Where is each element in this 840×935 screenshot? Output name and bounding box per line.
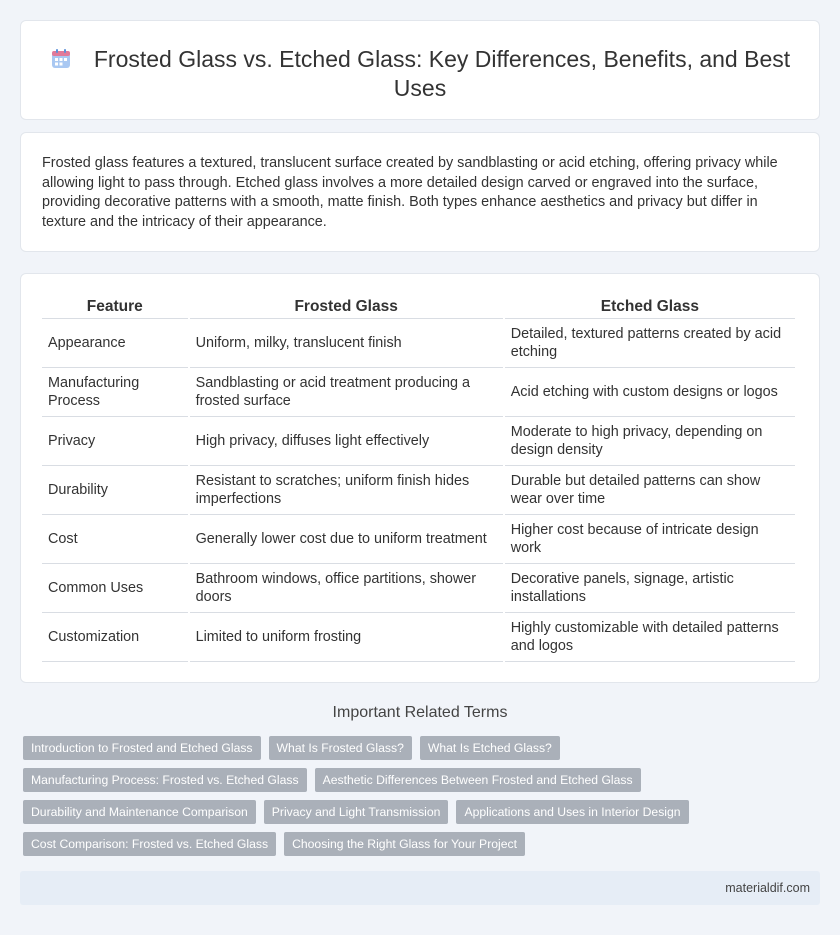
related-term-tag[interactable]: Privacy and Light Transmission — [264, 800, 449, 824]
feature-cell: Appearance — [42, 319, 188, 368]
related-terms-tags — [23, 736, 823, 864]
frosted-cell: High privacy, diffuses light effectively — [190, 417, 503, 466]
tag-row — [23, 800, 823, 824]
header-card — [20, 20, 820, 120]
table-row — [42, 417, 795, 466]
related-term-tag[interactable]: What Is Frosted Glass? — [269, 736, 412, 760]
footer-site-link[interactable]: materialdif.com — [725, 881, 810, 895]
table-row — [42, 466, 795, 515]
page-title-wrap — [21, 45, 819, 103]
related-term-tag[interactable]: Cost Comparison: Frosted vs. Etched Glass — [23, 832, 276, 856]
related-term-tag[interactable]: Choosing the Right Glass for Your Project — [284, 832, 525, 856]
header-etched-glass: Etched Glass — [505, 295, 795, 319]
feature-cell: Durability — [42, 466, 188, 515]
table-row — [42, 368, 795, 417]
frosted-cell: Generally lower cost due to uniform treatment — [190, 515, 503, 564]
table-row — [42, 564, 795, 613]
feature-cell: Manufacturing Process — [42, 368, 188, 417]
tag-row — [23, 832, 823, 856]
page-title: Frosted Glass vs. Etched Glass: Key Differences, Benefits, and Best Uses — [93, 46, 791, 101]
feature-cell: Privacy — [42, 417, 188, 466]
frosted-cell: Limited to uniform frosting — [190, 613, 503, 662]
tag-row — [23, 768, 823, 792]
header-frosted-glass: Frosted Glass — [190, 295, 503, 319]
related-term-tag[interactable]: Aesthetic Differences Between Frosted and Etched Glass — [315, 768, 641, 792]
frosted-cell: Bathroom windows, office partitions, shower doors — [190, 564, 503, 613]
table-header-row — [42, 295, 795, 319]
frosted-cell: Uniform, milky, translucent finish — [190, 319, 503, 368]
footer — [20, 871, 820, 905]
frosted-cell: Sandblasting or acid treatment producing a frosted surface — [190, 368, 503, 417]
etched-cell: Decorative panels, signage, artistic installations — [505, 564, 795, 613]
intro-card — [20, 132, 820, 252]
table-row — [42, 613, 795, 662]
comparison-table — [40, 295, 797, 662]
feature-cell: Common Uses — [42, 564, 188, 613]
etched-cell: Highly customizable with detailed patterns and logos — [505, 613, 795, 662]
etched-cell: Durable but detailed patterns can show wear over time — [505, 466, 795, 515]
calendar-icon — [50, 48, 72, 70]
related-term-tag[interactable]: Manufacturing Process: Frosted vs. Etched Glass — [23, 768, 307, 792]
related-term-tag[interactable]: Introduction to Frosted and Etched Glass — [23, 736, 261, 760]
intro-text: Frosted glass features a textured, translucent surface created by sandblasting or acid etching, offering privacy while allowing light to pass through. Etched glass involves a more detailed design carved or engraved into the surface, providing decorative patterns with a smooth, matte finish. Both types enhance aesthetics and privacy but differ in texture and the intricacy of their appearance. — [42, 155, 778, 230]
header-feature: Feature — [42, 295, 188, 319]
etched-cell: Higher cost because of intricate design work — [505, 515, 795, 564]
feature-cell: Cost — [42, 515, 188, 564]
related-term-tag[interactable]: Applications and Uses in Interior Design — [456, 800, 688, 824]
etched-cell: Moderate to high privacy, depending on design density — [505, 417, 795, 466]
related-terms-title: Important Related Terms — [332, 704, 508, 721]
table-row — [42, 319, 795, 368]
table-row — [42, 515, 795, 564]
etched-cell: Acid etching with custom designs or logos — [505, 368, 795, 417]
tag-row — [23, 736, 823, 760]
etched-cell: Detailed, textured patterns created by acid etching — [505, 319, 795, 368]
comparison-card — [20, 273, 820, 683]
related-term-tag[interactable]: Durability and Maintenance Comparison — [23, 800, 256, 824]
related-term-tag[interactable]: What Is Etched Glass? — [420, 736, 560, 760]
frosted-cell: Resistant to scratches; uniform finish hides imperfections — [190, 466, 503, 515]
feature-cell: Customization — [42, 613, 188, 662]
